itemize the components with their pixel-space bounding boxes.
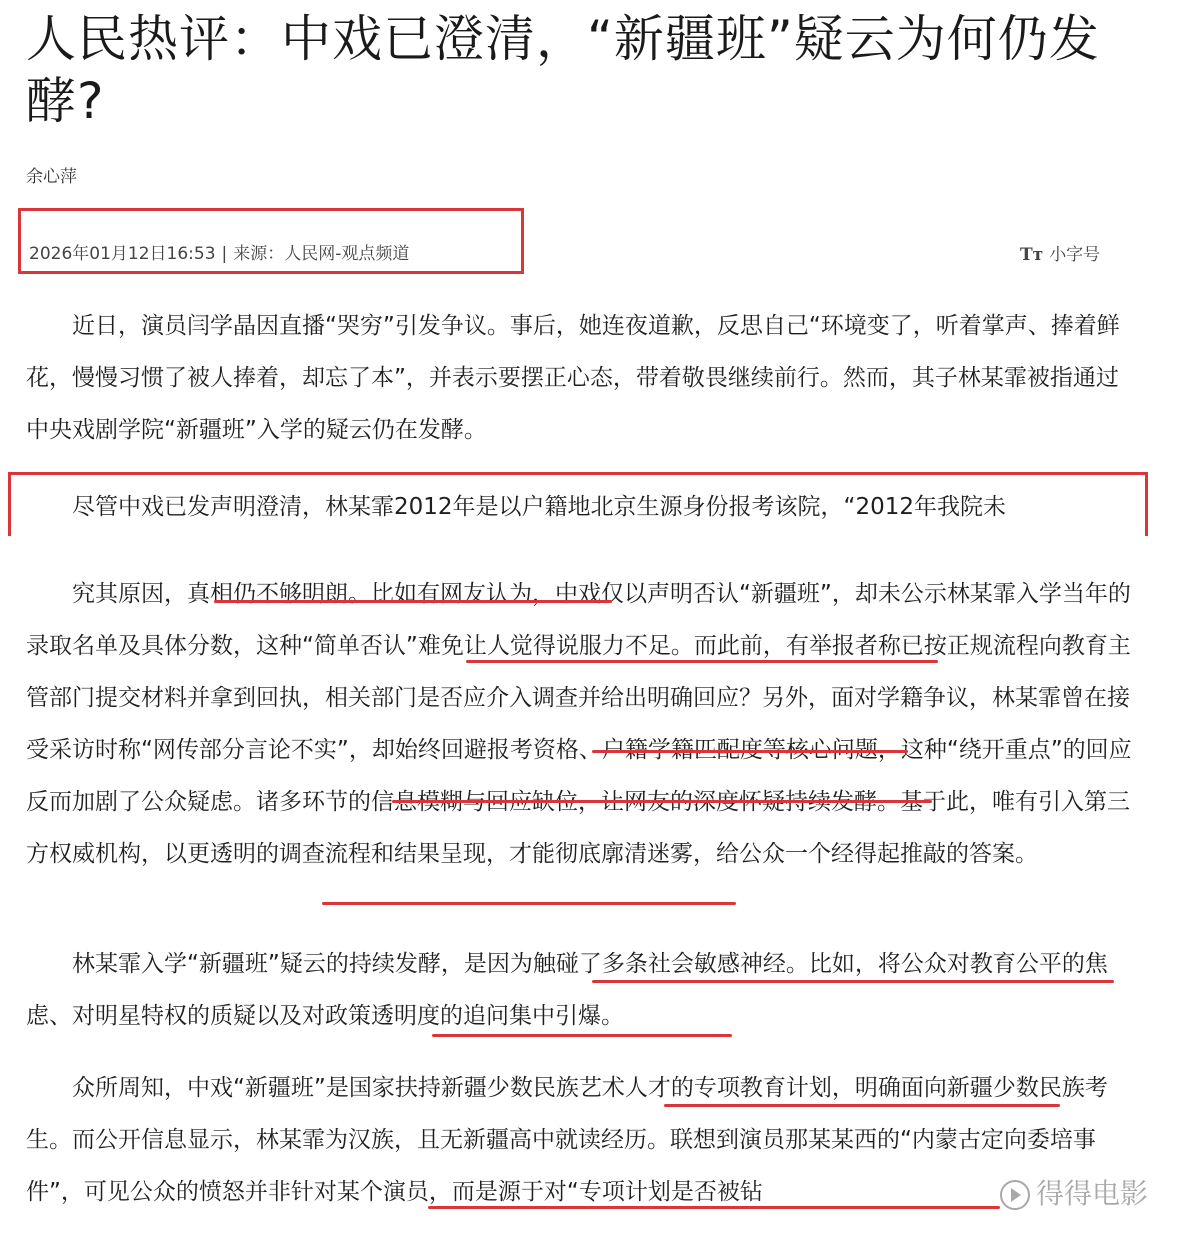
annotation-underline bbox=[432, 1034, 732, 1037]
quote-highlight-box bbox=[8, 472, 1148, 536]
paragraph-1: 近日，演员闫学晶因直播“哭穷”引发争议。事后，她连夜道歉，反思自己“环境变了，听着掌声、捧着鲜花，慢慢习惯了被人捧着，却忘了本”，并表示要摆正心态，带着敬畏继续前行。然而，其子林某霏被指通过中央戏剧学院“新疆班”入学的疑云仍在发酵。 bbox=[26, 313, 1120, 443]
article-meta bbox=[29, 239, 409, 264]
paragraph-2: 尽管中戏已发声明澄清，林某霏2012年是以户籍地北京生源身份报考该院，“2012年我院未 bbox=[72, 494, 1006, 520]
annotation-underline bbox=[392, 800, 932, 803]
font-size-label: 小字号 bbox=[1049, 245, 1101, 265]
font-size-icon: Tт bbox=[1020, 245, 1044, 265]
annotation-underline bbox=[664, 1104, 1060, 1107]
watermark bbox=[1000, 1172, 1148, 1212]
meta-separator: | bbox=[221, 244, 228, 264]
annotation-underline bbox=[592, 980, 1114, 983]
video-play-icon bbox=[1000, 1180, 1030, 1210]
annotation-underline bbox=[428, 1206, 1000, 1209]
annotation-underline bbox=[214, 600, 612, 603]
font-size-toggle-button[interactable] bbox=[1020, 240, 1100, 265]
annotation-underline bbox=[592, 750, 908, 753]
article-source[interactable]: 来源：人民网-观点频道 bbox=[233, 244, 410, 264]
annotation-underline bbox=[466, 660, 938, 663]
article-title: 人民热评：中戏已澄清，“新疆班”疑云为何仍发酵? bbox=[26, 10, 1100, 130]
paragraph-3: 究其原因，真相仍不够明朗。比如有网友认为，中戏仅以声明否认“新疆班”，却未公示林某霏入学当年的录取名单及具体分数，这种“简单否认”难免让人觉得说服力不足。而此前，有举报者称已按正规流程向教育主管部门提交材料并拿到回执，相关部门是否应介入调查并给出明确回应？另外，面对学籍争议，林某霏曾在接受采访时称“网传部分言论不实”，却始终回避报考资格、户籍学籍匹配度等核心问题，这种“绕开重点”的回应反而加剧了公众疑虑。诸多环节的信息模糊与回应缺位，让网友的深度怀疑持续发酵。基于此，唯有引入第三方权威机构，以更透明的调查流程和结果呈现，才能彻底廓清迷雾，给公众一个经得起推敲的答案。 bbox=[26, 581, 1132, 867]
watermark-text: 得得电影 bbox=[1036, 1177, 1149, 1210]
annotation-underline bbox=[322, 902, 736, 905]
paragraph-5: 众所周知，中戏“新疆班”是国家扶持新疆少数民族艺术人才的专项教育计划，明确面向新疆少数民族考生。而公开信息显示，林某霏为汉族，且无新疆高中就读经历。联想到演员那某某西的“内蒙古定向委培事件”，可见公众的愤怒并非针对某个演员，而是源于对“专项计划是否被钻 bbox=[26, 1075, 1108, 1205]
paragraph-4: 林某霏入学“新疆班”疑云的持续发酵，是因为触碰了多条社会敏感神经。比如，将公众对教育公平的焦虑、对明星特权的质疑以及对政策透明度的追问集中引爆。 bbox=[26, 951, 1108, 1029]
meta-highlight-box bbox=[18, 208, 524, 274]
publish-datetime: 2026年01月12日16:53 bbox=[29, 244, 216, 264]
author-name[interactable]: 余心萍 bbox=[26, 167, 77, 187]
